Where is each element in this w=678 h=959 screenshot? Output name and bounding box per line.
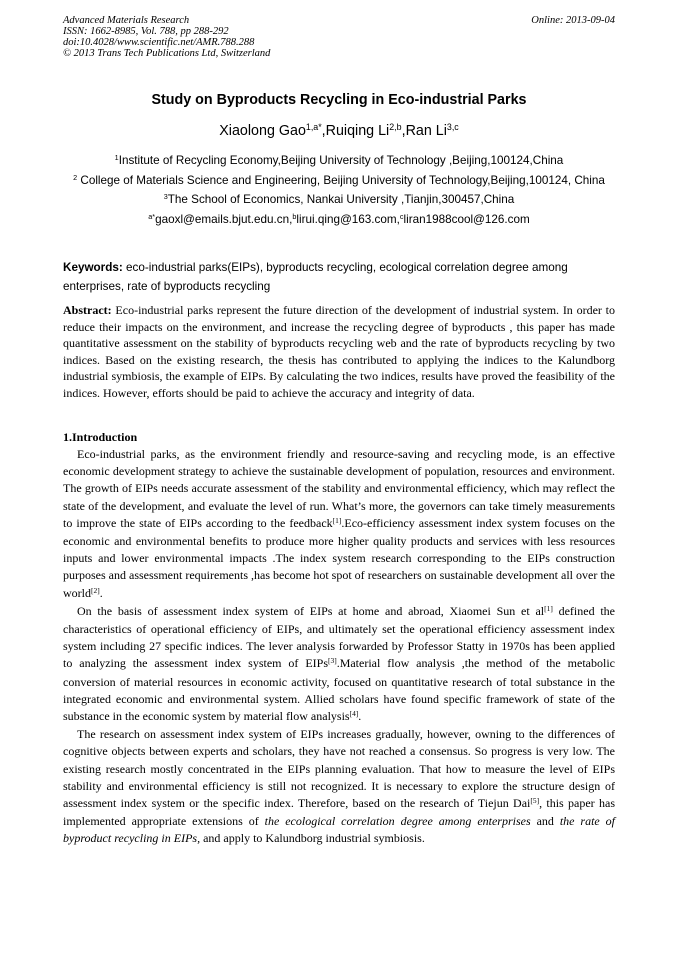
author-separator: ,	[321, 123, 326, 139]
affiliation-number: 1	[114, 153, 119, 163]
author-name: Xiaolong Gao	[219, 123, 306, 139]
author-affiliation-mark: 1,a*	[305, 122, 322, 133]
paragraph	[63, 603, 615, 726]
paragraph-text: defined the characteristics of operational efficiency of EIPs, and ultimately set the operational efficiency assessment index system including 27 specific indices. The lever analysis forwarded by Professor Statty in 1970s has been applied to analyzing the assessment index system of EIPs	[63, 603, 615, 671]
keywords	[63, 259, 615, 296]
italic-term: the ecological correlation degree among enterprises	[264, 814, 531, 829]
citation-ref[interactable]: [1]	[332, 515, 342, 525]
journal-name: Advanced Materials Research	[63, 15, 190, 26]
author-affiliation-mark: 3,c	[446, 122, 459, 133]
affiliation-number: 3	[163, 192, 168, 202]
paragraph-text: .Material flow analysis ,the method of the metabolic conversion of material resources in economic activity, focused on quantitative research of total substance in the integrated economic and environmental system. Allied scholars have found specific framework of state of the substance in the economic system by material flow analysis	[63, 656, 615, 724]
paragraph-text: .Eco-efficiency assessment index system focuses on the economic and environmental benefits to produce more higher quality products and services with less resources inputs and lower environmental impacts .The index system research corresponding to the EIPs construction purposes and assessment requirements ,has become hot spot of researchers on sustainable development all over the world	[63, 515, 616, 600]
affiliation-number: 2	[73, 172, 78, 182]
affiliations	[63, 152, 615, 230]
citation-ref[interactable]: [4]	[349, 708, 359, 718]
affiliation-2	[63, 172, 615, 192]
abstract-label: Abstract:	[63, 303, 112, 317]
italic-term: the rate of byproduct recycling in EIPs,	[63, 814, 616, 846]
author-name: Ruiqing Li	[325, 123, 390, 139]
paragraph-text: and	[530, 814, 560, 829]
email-mark: b	[292, 211, 297, 221]
journal-header	[63, 15, 615, 59]
journal-doi[interactable]: doi:10.4028/www.scientific.net/AMR.788.288	[63, 37, 255, 48]
abstract	[63, 302, 615, 401]
affiliation-text: College of Materials Science and Engineering, Beijing University of Technology,Beijing,100124, China	[77, 173, 605, 187]
online-date: Online: 2013-09-04	[531, 15, 615, 26]
paragraph	[63, 726, 615, 847]
journal-issn: ISSN: 1662-8985, Vol. 788, pp 288-292	[63, 26, 229, 37]
affiliation-text: The School of Economics, Nankai University ,Tianjin,300457,China	[167, 193, 515, 207]
paragraph-text: .	[358, 709, 362, 724]
citation-ref[interactable]: [2]	[91, 585, 100, 595]
introduction-body	[63, 446, 615, 848]
author-affiliation-mark: 2,b	[389, 122, 402, 133]
citation-ref[interactable]: [3]	[328, 656, 337, 666]
affiliation-1	[63, 152, 615, 172]
journal-copyright: © 2013 Trans Tech Publications Ltd, Switzerland	[63, 48, 271, 59]
citation-ref[interactable]: [1]	[544, 603, 553, 613]
keywords-text: eco-industrial parks(EIPs), byproducts recycling, ecological correlation degree among enterprises, rate of byproducts recycling	[63, 261, 568, 293]
paragraph	[63, 446, 615, 603]
author-emails	[63, 211, 615, 231]
email-link[interactable]: gaoxl@emails.bjut.edu.cn,	[155, 212, 293, 226]
email-link[interactable]: liran1988cool@126.com	[403, 212, 530, 226]
keywords-label: Keywords:	[63, 261, 123, 274]
citation-ref[interactable]: [5]	[530, 795, 540, 805]
paragraph-text: The research on assessment index system of EIPs increases gradually, however, owning to the differences of cognitive objects between experts and scholars, they have not reached a consensus. So progress is very low. The existing research mostly concentrated in the EIPs planning evaluation. That how to measure the level of EIPs stability and environmental efficiency is still not recognized. It is necessary to explore the structure design of assessment index system or the specific index. Therefore, based on the research of Tiejun Dai	[63, 727, 615, 811]
section-heading: 1.Introduction	[63, 430, 138, 444]
paragraph-text: Eco-industrial parks, as the environment friendly and resource-saving and recycling mode, is an effective economic development strategy to achieve the sustainable development of population, resources and environment. The growth of EIPs needs accurate assessment of the stability and environmental efficiency, which may reflect the state of the development, and evaluate the level of run. What’s more, the governors can take timely measurements to improve the state of EIPs according to the feedback	[63, 447, 615, 530]
abstract-text: Eco-industrial parks represent the future direction of the development of industrial system. In order to reduce their impacts on the environment, and increase the recycling degree of byproducts , this paper has made quantitative assessment on the stability of byproducts recycling web and the rate of byproducts recycling by two indices. Based on the existing research, the thesis has contributed to applying the indices to the Kalundborg industrial symbiosis, the example of EIPs. By calculating the two indices, results have proved the feasibility of the indices. However, efforts should be paid to achieve the accuracy and integrity of data.	[63, 303, 615, 400]
paragraph-text: On the basis of assessment index system of EIPs at home and abroad, Xiaomei Sun et al	[77, 603, 545, 618]
email-mark: a*	[148, 211, 156, 221]
email-link[interactable]: lirui.qing@163.com,	[296, 212, 400, 226]
affiliation-text: Institute of Recycling Economy,Beijing University of Technology ,Beijing,100124,China	[118, 154, 564, 167]
paragraph-text: .	[99, 585, 103, 600]
paragraph-text: , this paper has implemented appropriate extensions of	[63, 796, 615, 829]
author-separator: ,	[401, 123, 406, 139]
paper-title: Study on Byproducts Recycling in Eco-industrial Parks	[151, 92, 527, 108]
author-name: Ran Li	[405, 123, 447, 139]
email-mark: c	[399, 211, 404, 221]
author-list	[63, 122, 615, 141]
paragraph-text: and apply to Kalundborg industrial symbiosis.	[200, 831, 425, 846]
affiliation-3	[63, 191, 615, 211]
